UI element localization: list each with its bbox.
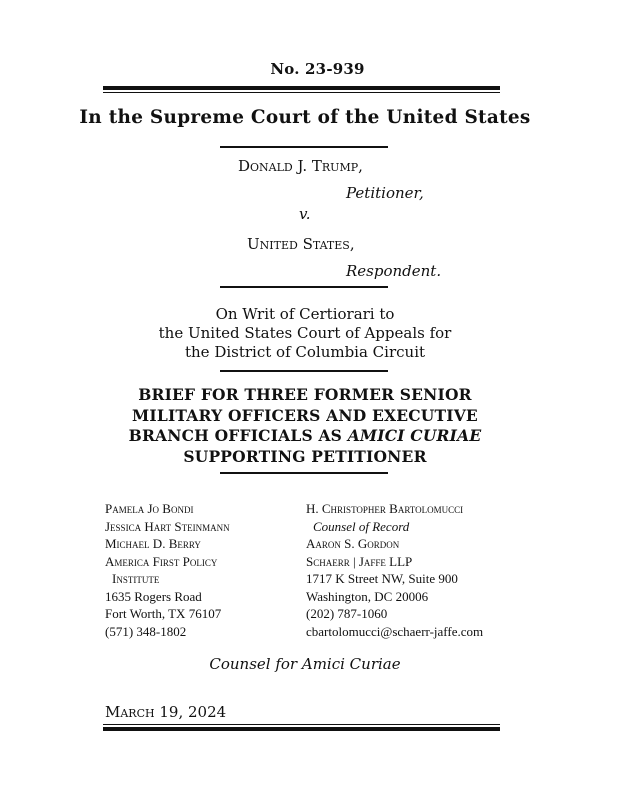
phone-number: (571) 348-1802	[105, 623, 187, 639]
address-city: Washington, DC 20006	[306, 588, 429, 604]
filing-date: March 19, 2024	[105, 703, 227, 721]
counsel-for-amici: Counsel for Amici Curiae	[209, 655, 401, 673]
firm-name: Schaerr | Jaffe LLP	[306, 553, 413, 569]
respondent-role: Respondent.	[346, 262, 442, 280]
rule-divider	[220, 370, 388, 372]
brief-title-line-3-prefix: BRANCH OFFICIALS AS	[128, 426, 348, 445]
rule-divider	[220, 286, 388, 288]
writ-line-2: the United States Court of Appeals for	[158, 324, 452, 342]
rule-divider	[220, 472, 388, 474]
phone-number: (202) 787-1060	[306, 606, 388, 621]
respondent-name: United States,	[247, 235, 355, 253]
writ-line-1: On Writ of Certiorari to	[215, 305, 395, 323]
petitioner-name: Donald J. Trump,	[238, 157, 363, 175]
address-city: Fort Worth, TX 76107	[105, 606, 222, 621]
organization-name-cont: Institute	[112, 571, 160, 586]
left-counsel-block	[105, 500, 230, 640]
versus: v.	[299, 205, 311, 223]
court-title: In the Supreme Court of the United States	[79, 106, 531, 128]
rule-divider	[220, 146, 388, 148]
top-double-rule	[103, 86, 500, 93]
address-street: 1635 Rogers Road	[105, 588, 202, 604]
organization-name: America First Policy	[105, 553, 218, 569]
brief-title-line-4: SUPPORTING PETITIONER	[183, 446, 427, 466]
brief-title-line-2: MILITARY OFFICERS AND EXECUTIVE	[132, 405, 478, 425]
brief-title	[0, 385, 610, 467]
brief-title-line-3	[0, 426, 610, 447]
writ-line-3: the District of Columbia Circuit	[184, 343, 426, 361]
brief-title-amici-curiae: AMICI CURIAE	[347, 426, 482, 445]
petitioner-role: Petitioner,	[346, 184, 424, 202]
email-address: cbartolomucci@schaerr-jaffe.com	[306, 623, 484, 639]
counsel-of-record-label: Counsel of Record	[313, 518, 410, 534]
counsel-name: H. Christopher Bartolomucci	[306, 501, 464, 516]
bottom-double-rule	[103, 724, 500, 731]
counsel-name: Jessica Hart Steinmann	[105, 518, 230, 534]
brief-title-line-1: BRIEF FOR THREE FORMER SENIOR	[138, 385, 472, 404]
counsel-name: Pamela Jo Bondi	[105, 501, 194, 516]
counsel-name: Michael D. Berry	[105, 536, 201, 551]
docket-number: No. 23-939	[270, 60, 365, 78]
address-street: 1717 K Street NW, Suite 900	[306, 571, 458, 586]
right-counsel-block	[306, 500, 483, 640]
counsel-name: Aaron S. Gordon	[306, 536, 400, 551]
